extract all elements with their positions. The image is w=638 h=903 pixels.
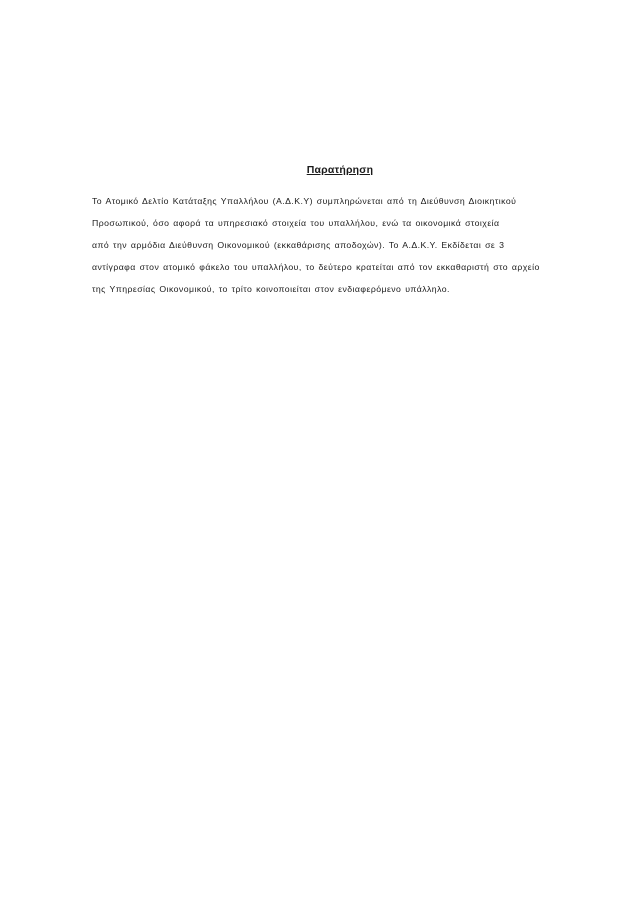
- paragraph-line: αντίγραφα στον ατομικό φάκελο του υπαλλήλου, το δεύτερο κρατείται από τον εκκαθαριστή στο αρχείο: [92, 262, 540, 272]
- note-heading: Παρατήρηση: [306, 164, 374, 176]
- paragraph-line: Το Ατομικό Δελτίο Κατάταξης Υπαλλήλου (Α.Δ.Κ.Υ) συμπληρώνεται από τη Διεύθυνση Διοικητικού: [92, 196, 517, 206]
- paragraph-line: Προσωπικού, όσο αφορά τα υπηρεσιακό στοιχεία του υπαλλήλου, ενώ τα οικονομικά στοιχεία: [92, 218, 500, 228]
- paragraph-line: της Υπηρεσίας Οικονομικού, το τρίτο κοινοποιείται στον ενδιαφερόμενο υπάλληλο.: [92, 284, 450, 294]
- paragraph-line: από την αρμόδια Διεύθυνση Οικονομικού (εκκαθάρισης αποδοχών). Το Α.Δ.Κ.Υ. Εκδίδεται σε 3: [92, 240, 505, 250]
- note-paragraph: [92, 190, 552, 300]
